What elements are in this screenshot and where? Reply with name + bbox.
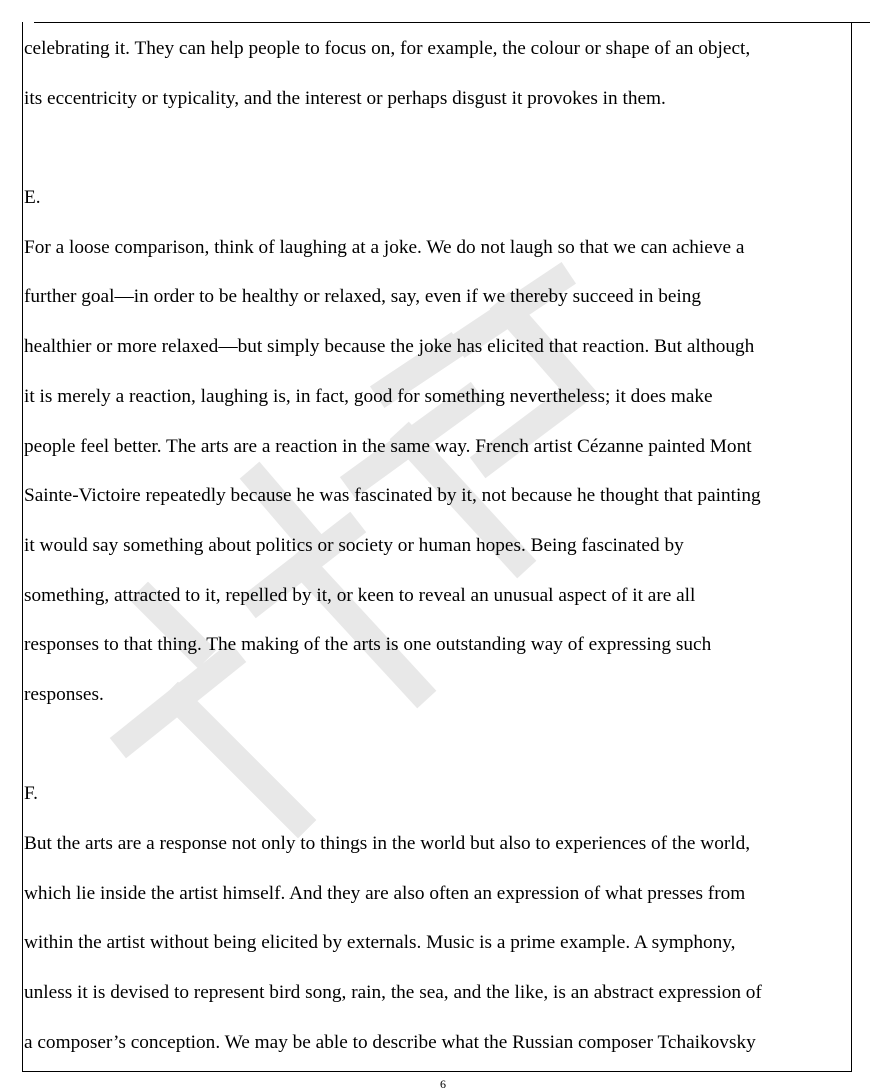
body-line: Sainte-Victoire repeatedly because he was fascinated by it, not because he thought that painting	[24, 485, 761, 507]
body-line: responses.	[24, 683, 104, 705]
document-body	[24, 24, 854, 1067]
body-line: people feel better. The arts are a reaction in the same way. French artist Cézanne painted Mont	[24, 435, 752, 457]
blank-line	[24, 720, 854, 770]
body-line: responses to that thing. The making of the arts is one outstanding way of expressing such	[24, 634, 712, 656]
blank-line	[24, 123, 854, 173]
page-number: 6	[440, 1077, 446, 1091]
body-line: its eccentricity or typicality, and the interest or perhaps disgust it provokes in them.	[24, 87, 666, 109]
body-line: it is merely a reaction, laughing is, in fact, good for something nevertheless; it does make	[24, 385, 713, 407]
section-label-f: F.	[24, 783, 38, 805]
body-line: For a loose comparison, think of laughing at a joke. We do not laugh so that we can achieve a	[24, 236, 745, 258]
body-line: it would say something about politics or society or human hopes. Being fascinated by	[24, 534, 684, 556]
body-line: which lie inside the artist himself. And they are also often an expression of what presses from	[24, 882, 746, 904]
body-line: But the arts are a response not only to things in the world but also to experiences of the world,	[24, 833, 751, 854]
section-label-e: E.	[24, 187, 41, 209]
body-line: unless it is devised to represent bird song, rain, the sea, and the like, is an abstract expression of	[24, 982, 762, 1004]
body-line: within the artist without being elicited by externals. Music is a prime example. A symphony,	[24, 932, 736, 954]
body-line: healthier or more relaxed—but simply because the joke has elicited that reaction. But although	[24, 336, 755, 358]
body-line: something, attracted to it, repelled by it, or keen to reveal an unusual aspect of it are all	[24, 584, 696, 606]
body-line: a composer’s conception. We may be able to describe what the Russian composer Tchaikovsky	[24, 1031, 756, 1053]
body-line: further goal—in order to be healthy or relaxed, say, even if we thereby succeed in being	[24, 286, 702, 308]
body-line: celebrating it. They can help people to focus on, for example, the colour or shape of an object,	[24, 38, 751, 59]
